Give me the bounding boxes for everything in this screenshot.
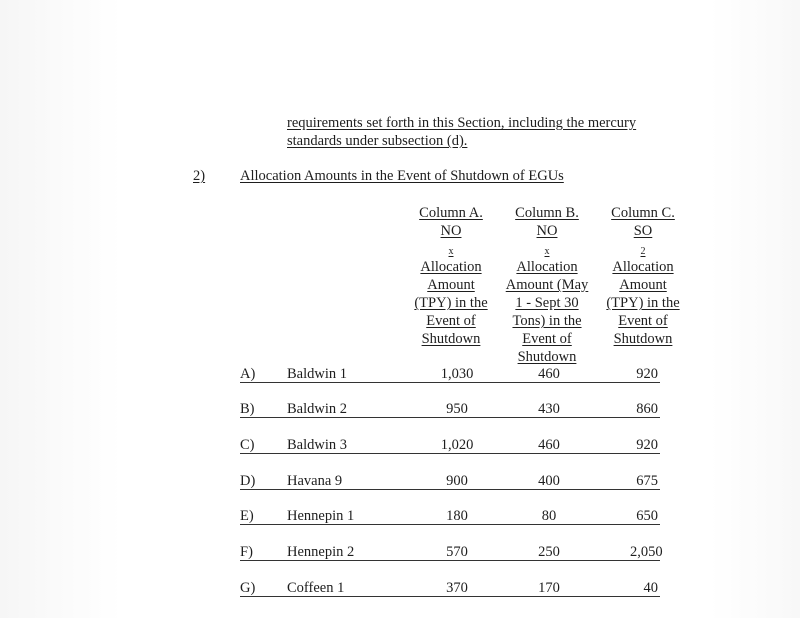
column-a-pollutant-text: NO x [440,223,462,257]
unit-name: Coffeen 1 [287,580,345,596]
row-letter: A) [240,366,256,382]
nox-seasonal-value: 460 [538,437,560,453]
column-c-line: Event of [618,313,668,329]
column-b-header [499,204,595,366]
column-a-line: Shutdown [421,331,481,347]
column-a-line: (TPY) in the [414,295,488,311]
table-row [240,437,660,454]
column-b-line: Tons) in the [512,313,582,329]
column-c-pollutant-text: SO 2 [633,223,653,257]
row-letter: D) [240,473,256,489]
unit-name: Havana 9 [287,473,343,489]
column-b-pollutant-text: NO x [536,223,558,257]
so2-annual-value: 920 [636,437,658,453]
table-row [240,508,660,525]
intro-paragraph [287,114,687,150]
table-row [240,544,663,561]
nox-annual-value: 1,020 [440,437,474,453]
section-number: 2) [193,168,206,184]
column-c-line: Column C. [611,205,675,221]
column-c-line: Shutdown [613,331,673,347]
column-b-line: Column B. [515,205,579,221]
intro-line-1: requirements set forth in this Section, including the mercury [287,115,637,131]
scan-shading-right [710,0,800,618]
column-b-pollutant [499,222,595,258]
scan-shading-left [0,0,122,618]
nox-annual-value: 570 [446,544,468,560]
so2-annual-value: 920 [636,366,658,382]
so2-annual-value: 860 [636,401,658,417]
table-row [240,580,660,597]
column-b-line: 1 - Sept 30 [515,295,579,311]
so2-annual-value: 675 [636,473,658,489]
column-a-pollutant [405,222,497,258]
column-c-pollutant [599,222,687,258]
so2-annual-value: 40 [643,580,658,596]
row-letter: F) [240,544,253,560]
row-letter: G) [240,580,256,596]
so2-annual-value: 650 [636,508,658,524]
unit-name: Baldwin 3 [287,437,348,453]
row-letter: E) [240,508,254,524]
column-b-line: Amount (May [505,277,589,293]
nox-seasonal-value: 460 [538,366,560,382]
table-row [240,401,660,418]
column-a-line: Amount [427,277,475,293]
so2-annual-value: 2,050 [630,544,663,560]
column-b-line: Allocation [516,259,578,275]
row-letter: C) [240,437,255,453]
column-b-line: Shutdown [517,349,577,365]
column-c-line: Allocation [612,259,674,275]
section-title: Allocation Amounts in the Event of Shutdown of EGUs [240,168,564,184]
nox-annual-value: 1,030 [440,366,474,382]
nox-seasonal-value: 250 [538,544,560,560]
nox-annual-value: 370 [446,580,468,596]
nox-annual-value: 900 [446,473,468,489]
unit-name: Baldwin 1 [287,366,348,382]
column-b-line: Event of [522,331,572,347]
row-letter: B) [240,401,255,417]
column-a-line: Event of [426,313,476,329]
nox-seasonal-value: 80 [541,508,557,524]
nox-annual-value: 950 [446,401,468,417]
nox-seasonal-value: 430 [538,401,560,417]
column-c-header [599,204,687,348]
column-c-line: Amount [619,277,667,293]
unit-name: Baldwin 2 [287,401,348,417]
column-c-line: (TPY) in the [606,295,680,311]
column-a-header [405,204,497,348]
table-row [240,366,660,383]
nox-annual-value: 180 [446,508,468,524]
table-row [240,473,660,490]
unit-name: Hennepin 1 [287,508,355,524]
nox-seasonal-value: 170 [538,580,560,596]
column-a-line: Allocation [420,259,482,275]
intro-line-2: standards under subsection (d). [287,133,468,149]
nox-seasonal-value: 400 [538,473,560,489]
unit-name: Hennepin 2 [287,544,355,560]
column-a-line: Column A. [419,205,483,221]
